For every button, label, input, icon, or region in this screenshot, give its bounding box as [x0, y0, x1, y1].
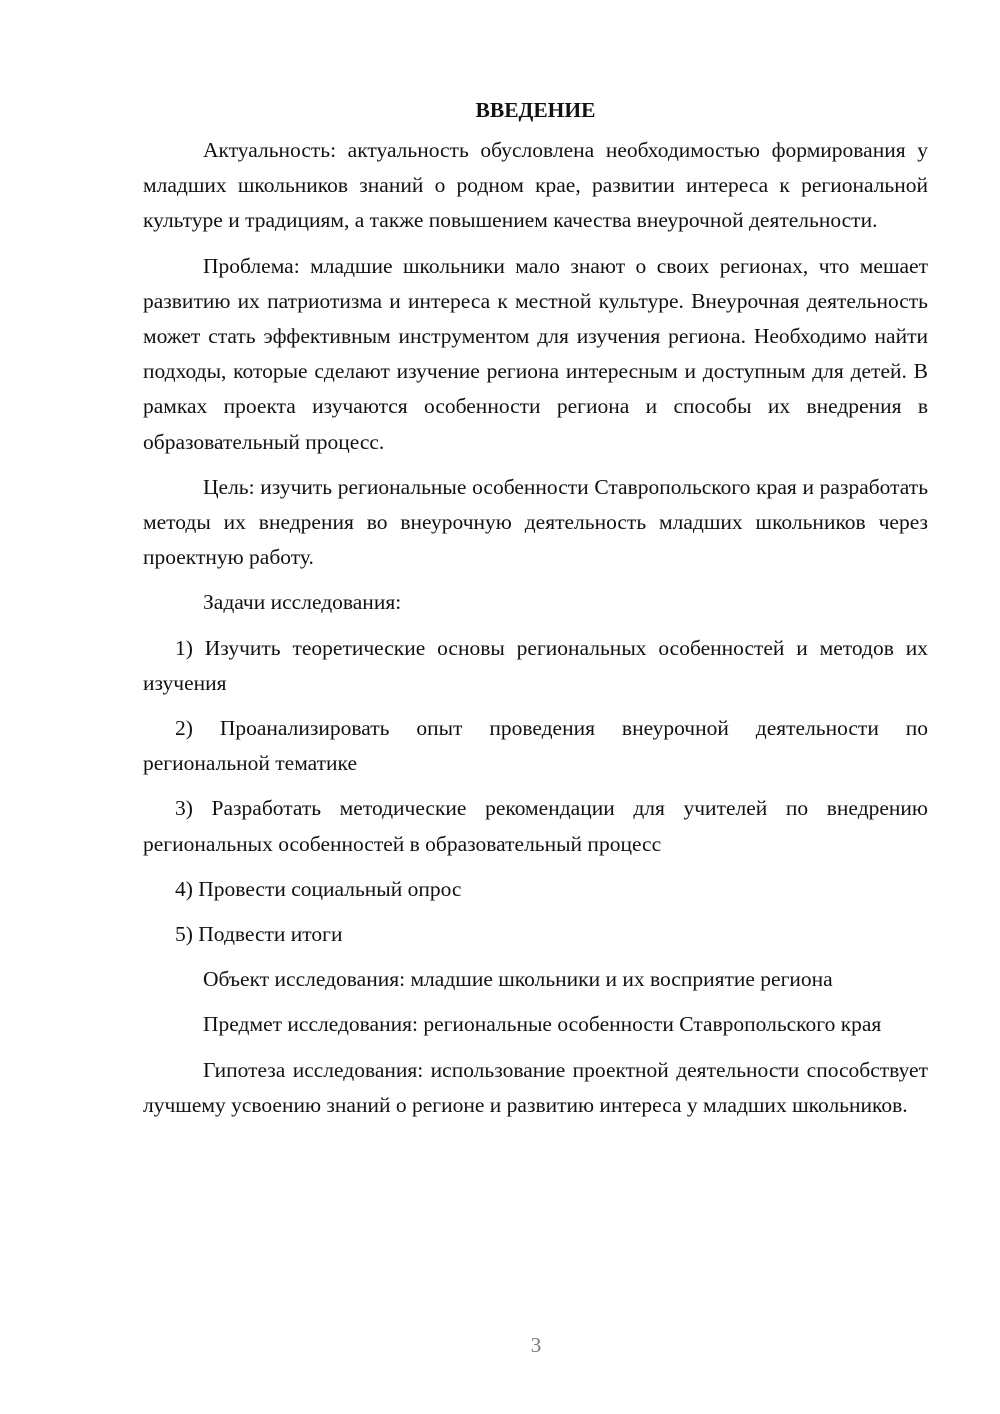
subject-paragraph: Предмет исследования: региональные особенности Ставропольского края	[203, 1012, 882, 1037]
object-paragraph: Объект исследования: младшие школьники и их восприятие региона	[203, 967, 833, 992]
page-number: 3	[530, 1333, 542, 1357]
goal-paragraph: Цель: изучить региональные особенности Ставропольского края и разработать методы их внедрения во внеурочную деятельность младших школьников через проектную работу.	[143, 474, 928, 570]
task-item-3: 3) Разработать методические рекомендации для учителей по внедрению региональных особенностей в образовательный процесс	[143, 796, 928, 856]
hypothesis-paragraph: Гипотеза исследования: использование проектной деятельности способствует лучшему усвоению знаний о регионе и развитию интереса у младших школьников.	[143, 1057, 928, 1117]
task-item-1: 1) Изучить теоретические основы региональных особенностей и методов их изучения	[143, 635, 928, 695]
problem-paragraph: Проблема: младшие школьники мало знают о своих регионах, что мешает развитию их патриотизма и интереса к местной культуре. Внеурочная деятельность может стать эффективным инструментом для изучения региона. Необходимо найти подходы, которые сделают изучение региона интересным и доступным для детей. В рамках проекта изучаются особенности региона и способы их внедрения в образовательный процесс.	[143, 253, 928, 454]
task-item-4: 4) Провести социальный опрос	[175, 876, 462, 901]
section-title: ВВЕДЕНИЕ	[475, 98, 596, 122]
tasks-heading: Задачи исследования:	[203, 590, 402, 615]
task-item-2: 2) Проанализировать опыт проведения внеурочной деятельности по региональной тематике	[143, 716, 928, 776]
task-item-5: 5) Подвести итоги	[175, 922, 343, 947]
relevance-paragraph: Актуальность: актуальность обусловлена необходимостью формирования у младших школьников знаний о родном крае, развитии интереса к региональной культуре и традициям, а также повышением качества внеурочной деятельности.	[143, 138, 928, 233]
document-page	[143, 95, 928, 1133]
